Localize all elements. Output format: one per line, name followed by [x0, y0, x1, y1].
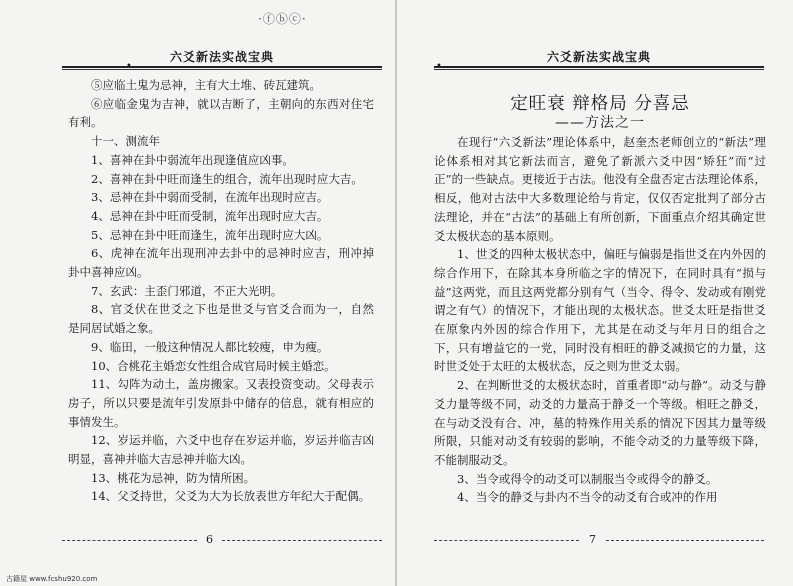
left-running-header: 六爻新法实战宝典 — [169, 50, 274, 64]
section-heading: 十一、测流年 — [91, 134, 160, 149]
paragraph: 4、当令的静爻与卦内不当令的动爻有合或冲的作用 — [457, 490, 718, 505]
text-line: 13、桃花为忌神，防为情所困。 — [91, 470, 256, 485]
right-header-dot: • — [436, 61, 442, 72]
paragraph: 在现行“六爻新法”理论体系中，赵奎杰老师创立的“新法”理论体系相对其它新法而言，避免了新派六爻中因“矫狂”而“过正”的一些缺点。更接近于古法。他没有全盘否定古法理论体系，相反，他对古法中大多数理论给与肯定，仅仅否定批判了部分古法理论，并在“古法”的基础上有所创新，下面重点介绍其确定世爻太极状态的基本原则。 — [434, 135, 766, 243]
text-line: 3、忌神在卦中弱而受制，在流年出现时应吉。 — [91, 190, 329, 205]
left-header-dot: • — [126, 61, 132, 72]
text-line: 9、临田，一般这种情况人都比较瘦，申为瘦。 — [91, 339, 329, 354]
right-header-rule-thin — [434, 69, 764, 70]
text-line: 1、喜神在卦中弱流年出现逢值应凶事。 — [91, 152, 294, 167]
paragraph: 1、世爻的四种太极状态中，偏旺与偏弱是指世爻在内外因的综合作用下，在除其本身所临之字的情况下，在同时具有“损与益”这两党，而且这两党都分别有气（当令、得令、发动或有刚党谓之有气）的情况下，才能出现的太极状态。世爻太旺是指世爻在原象内外因的综合作用下，尤其是在动爻与年月日的组合之下，只有增益它的一党，同时没有相旺的静爻减损它的力量，这时世爻处于太旺的太极状态，反之则为世爻太弱。 — [434, 247, 766, 374]
text-line: ⑥应临金鬼为吉神，就以吉断了，主朝向的东西对住宅有利。 — [68, 96, 374, 130]
text-line: 10、合桃花主婚恋女性组合成官局时候主婚恋。 — [91, 358, 336, 373]
left-body-text — [68, 76, 374, 506]
text-line: 6、虎神在流年出现刑冲去卦中的忌神时应吉，刑冲掉卦中喜神应凶。 — [68, 246, 374, 280]
right-body-text — [434, 133, 766, 507]
text-line: 5、忌神在卦中旺而逢生，流年出现时应大凶。 — [91, 227, 329, 242]
left-header-rule-thick — [62, 66, 382, 68]
article-subtitle: ——方法之一 — [555, 115, 645, 131]
right-footer-rule-a — [434, 540, 579, 541]
right-page — [396, 0, 793, 586]
paragraph: 2、在判断世爻的太极状态时，首重者即“动与静”。动爻与静爻力量等级不同，动爻的力量高于静爻一个等级。相旺之静爻，在与动爻没有合、冲，墓的特殊作用关系的情况下因其力量等级所限，只能对动爻有较弱的影响，不能令动爻的力量等级下降，不能制服动爻。 — [434, 378, 766, 467]
left-footer-rule-a — [62, 540, 197, 541]
right-page-number: 7 — [589, 533, 596, 546]
text-line: 7、玄武：主歪门邪道，不正大光明。 — [91, 283, 283, 298]
top-mark: ·ⓕⓑⓒ· — [258, 12, 307, 26]
right-running-header: 六爻新法实战宝典 — [546, 50, 651, 64]
text-line: 12、岁运并临，六爻中也存在岁运并临，岁运并临吉凶明显，喜神并临大吉忌神并临大凶。 — [68, 433, 374, 467]
left-footer-rule-b — [222, 540, 382, 541]
text-line: 11、勾阵为动土，盖房搬家。又表投资变动。父母表示房子，所以只要是流年引发原卦中储存的信息，就有相应的事情发生。 — [68, 377, 374, 429]
text-line: 8、官爻伏在世爻之下也是世爻与官爻合而为一，自然是同居试婚之象。 — [68, 302, 374, 336]
left-page-number: 6 — [206, 533, 213, 546]
text-line: 4、忌神在卦中旺而受制，流年出现时应大吉。 — [91, 208, 329, 223]
paragraph: 3、当令或得令的动爻可以制服当令或得令的静爻。 — [457, 471, 718, 486]
text-line: 2、喜神在卦中旺而逢生的组合，流年出现时应大吉。 — [91, 171, 363, 186]
left-header-rule-thin — [62, 69, 382, 70]
right-header-rule-thick — [434, 66, 764, 68]
site-watermark: 古籍屋 www.fcshu920.com — [6, 575, 98, 583]
article-title: 定旺衰 辩格局 分喜忌 — [510, 94, 690, 114]
text-line: ⑤应临土鬼为忌神，主有大土堆、砖瓦建筑。 — [91, 78, 321, 92]
text-line: 14、父爻持世，父爻为大为长放表世方年纪大于配偶。 — [91, 489, 371, 504]
left-page — [0, 0, 396, 586]
right-footer-rule-b — [606, 540, 764, 541]
